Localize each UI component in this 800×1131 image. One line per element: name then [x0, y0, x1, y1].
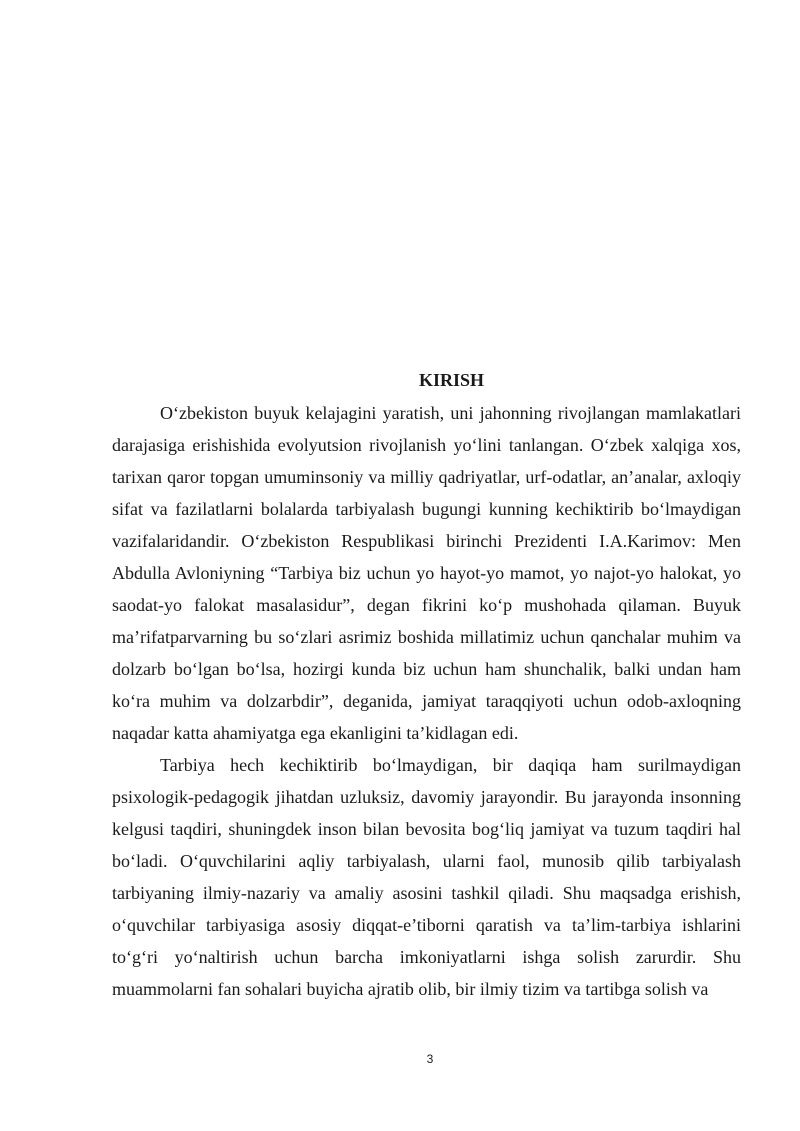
- paragraph-1: O‘zbekiston buyuk kelajagini yaratish, uni jahonning rivojlangan mamlakatlari darajasiga erishishida evolyutsion rivojlanish yo‘lini tanlangan. O‘zbek xalqiga xos, tarixan qaror topgan umuminsoniy va milliy qadriyatlar, urf-odatlar, an’analar, axloqiy sifat va fazilatlarni bolalarda tarbiyalash bugungi kunning kechiktirib bo‘lmaydigan vazifalaridandir. O‘zbekiston Respublikasi birinchi Prezidenti I.A.Karimov: Men Abdulla Avloniyning “Tarbiya biz uchun yo hayot-yo mamot, yo najot-yo halokat, yo saodat-yo falokat masalasidur”, degan fikrini ko‘p mushohada qilaman. Buyuk ma’rifatparvarning bu so‘zlari asrimiz boshida millatimiz uchun qanchalar muhim va dolzarb bo‘lgan bo‘lsa, hozirgi kunda biz uchun ham shunchalik, balki undan ham ko‘ra muhim va dolzarbdir”, deganida, jamiyat taraqqiyoti uchun odob-axloqning naqadar katta ahamiyatga ega ekanligini ta’kidlagan edi.: [112, 403, 741, 743]
- document-body: [112, 366, 741, 1005]
- paragraph-2: Tarbiya hech kechiktirib bo‘lmaydigan, bir daqiqa ham surilmaydigan psixologik-pedagogik jihatdan uzluksiz, davomiy jarayondir. Bu jarayonda insonning kelgusi taqdiri, shuningdek inson bilan bevosita bog‘liq jamiyat va tuzum taqdiri hal bo‘ladi. O‘quvchilarini aqliy tarbiyalash, ularni faol, munosib qilib tarbiyalash tarbiyaning ilmiy-nazariy va amaliy asosini tashkil qiladi. Shu maqsadga erishish, o‘quvchilar tarbiyasiga asosiy diqqat-e’tiborni qaratish va ta’lim-tarbiya ishlarini to‘g‘ri yo‘naltirish uchun barcha imkoniyatlarni ishga solish zarurdir. Shu muammolarni fan sohalari buyicha ajratib olib, bir ilmiy tizim va tartibga solish va: [112, 755, 741, 999]
- page-number: 3: [426, 1052, 434, 1066]
- section-heading: KIRISH: [418, 370, 485, 390]
